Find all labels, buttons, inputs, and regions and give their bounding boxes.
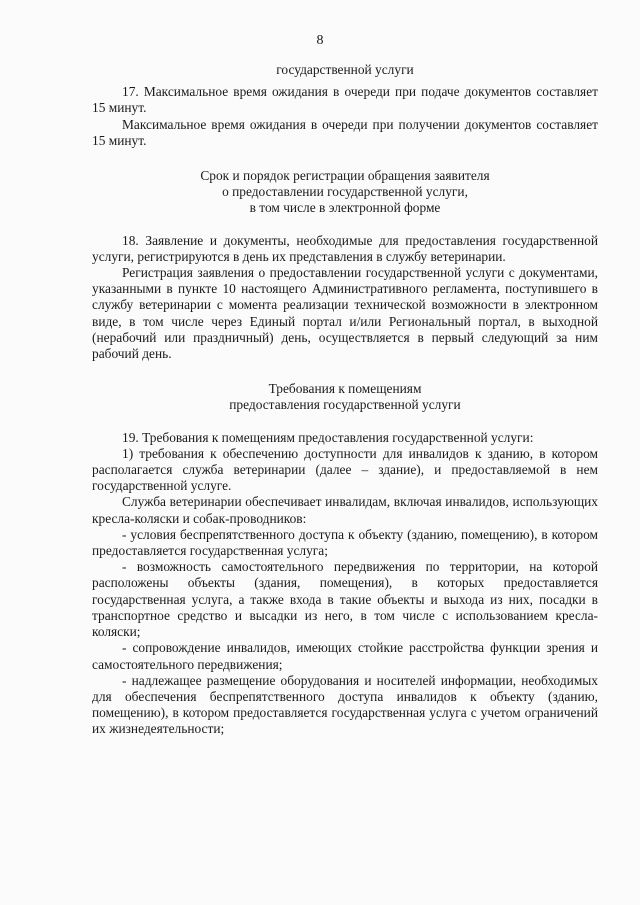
paragraph-17: 17. Максимальное время ожидания в очереди при подаче документов составляет 15 минут. — [92, 84, 598, 116]
page-number: 8 — [316, 33, 324, 48]
paragraph-19-service-intro: Служба ветеринарии обеспечивает инвалидам, включая инвалидов, использующих кресла-коляски и собак-проводников: — [92, 494, 598, 526]
list-item: - надлежащее размещение оборудования и носителей информации, необходимых для обеспечения беспрепятственного доступа инвалидов к объекту (зданию, помещению), в котором предоставляется государственная услуга с учетом ограничений их жизнедеятельности; — [92, 672, 598, 737]
list-item: - условия беспрепятственного доступа к объекту (зданию, помещению), в котором предоставляется государственная услуга; — [92, 526, 598, 559]
document-body — [92, 62, 598, 738]
paragraph-18-continued: Регистрация заявления о предоставлении государственной услуги с документами, указанными в пункте 10 настоящего Административного регламента, поступившего в службу ветеринарии с момента реализации технической возможности в электронном виде, в том числе через Единый портал и/или Региональный портал, в выходной (нерабочий или праздничный) день, осуществляется в первый следующий за ним рабочий день. — [92, 265, 598, 362]
paragraph-17-continued: Максимальное время ожидания в очереди при получении документов составляет 15 минут. — [92, 116, 598, 148]
paragraph-19: 19. Требования к помещениям предоставления государственной услуги: — [122, 429, 534, 445]
paragraph-19-item-1: 1) требования к обеспечению доступности для инвалидов к зданию, в котором располагается служба ветеринарии (далее – здание), и предоставляемой в нем государственной услуге. — [92, 445, 598, 494]
list-item: - возможность самостоятельного передвижения по территории, на которой расположены объекты (здания, помещения), в которых предоставляется государственная услуга, а также входа в такие объекты и выхода из них, посадки в транспортное средство и высадки из него, в том числе с использованием кресла-коляски; — [92, 559, 598, 640]
registration-heading-line-1: Срок и порядок регистрации обращения заявителя — [200, 168, 490, 184]
premises-heading-line-2: предоставления государственной услуги — [229, 397, 461, 413]
continuation-heading: государственной услуги — [276, 62, 414, 77]
paragraph-18: 18. Заявление и документы, необходимые для предоставления государственной услуги, регистрируются в день их представления в службу ветеринарии. — [92, 232, 598, 264]
registration-heading-line-2: о предоставлении государственной услуги, — [222, 184, 468, 200]
list-item: - сопровождение инвалидов, имеющих стойкие расстройства функции зрения и самостоятельного передвижения; — [92, 640, 598, 672]
registration-heading-line-3: в том числе в электронной форме — [249, 200, 441, 216]
premises-heading-line-1: Требования к помещениям — [268, 381, 422, 397]
